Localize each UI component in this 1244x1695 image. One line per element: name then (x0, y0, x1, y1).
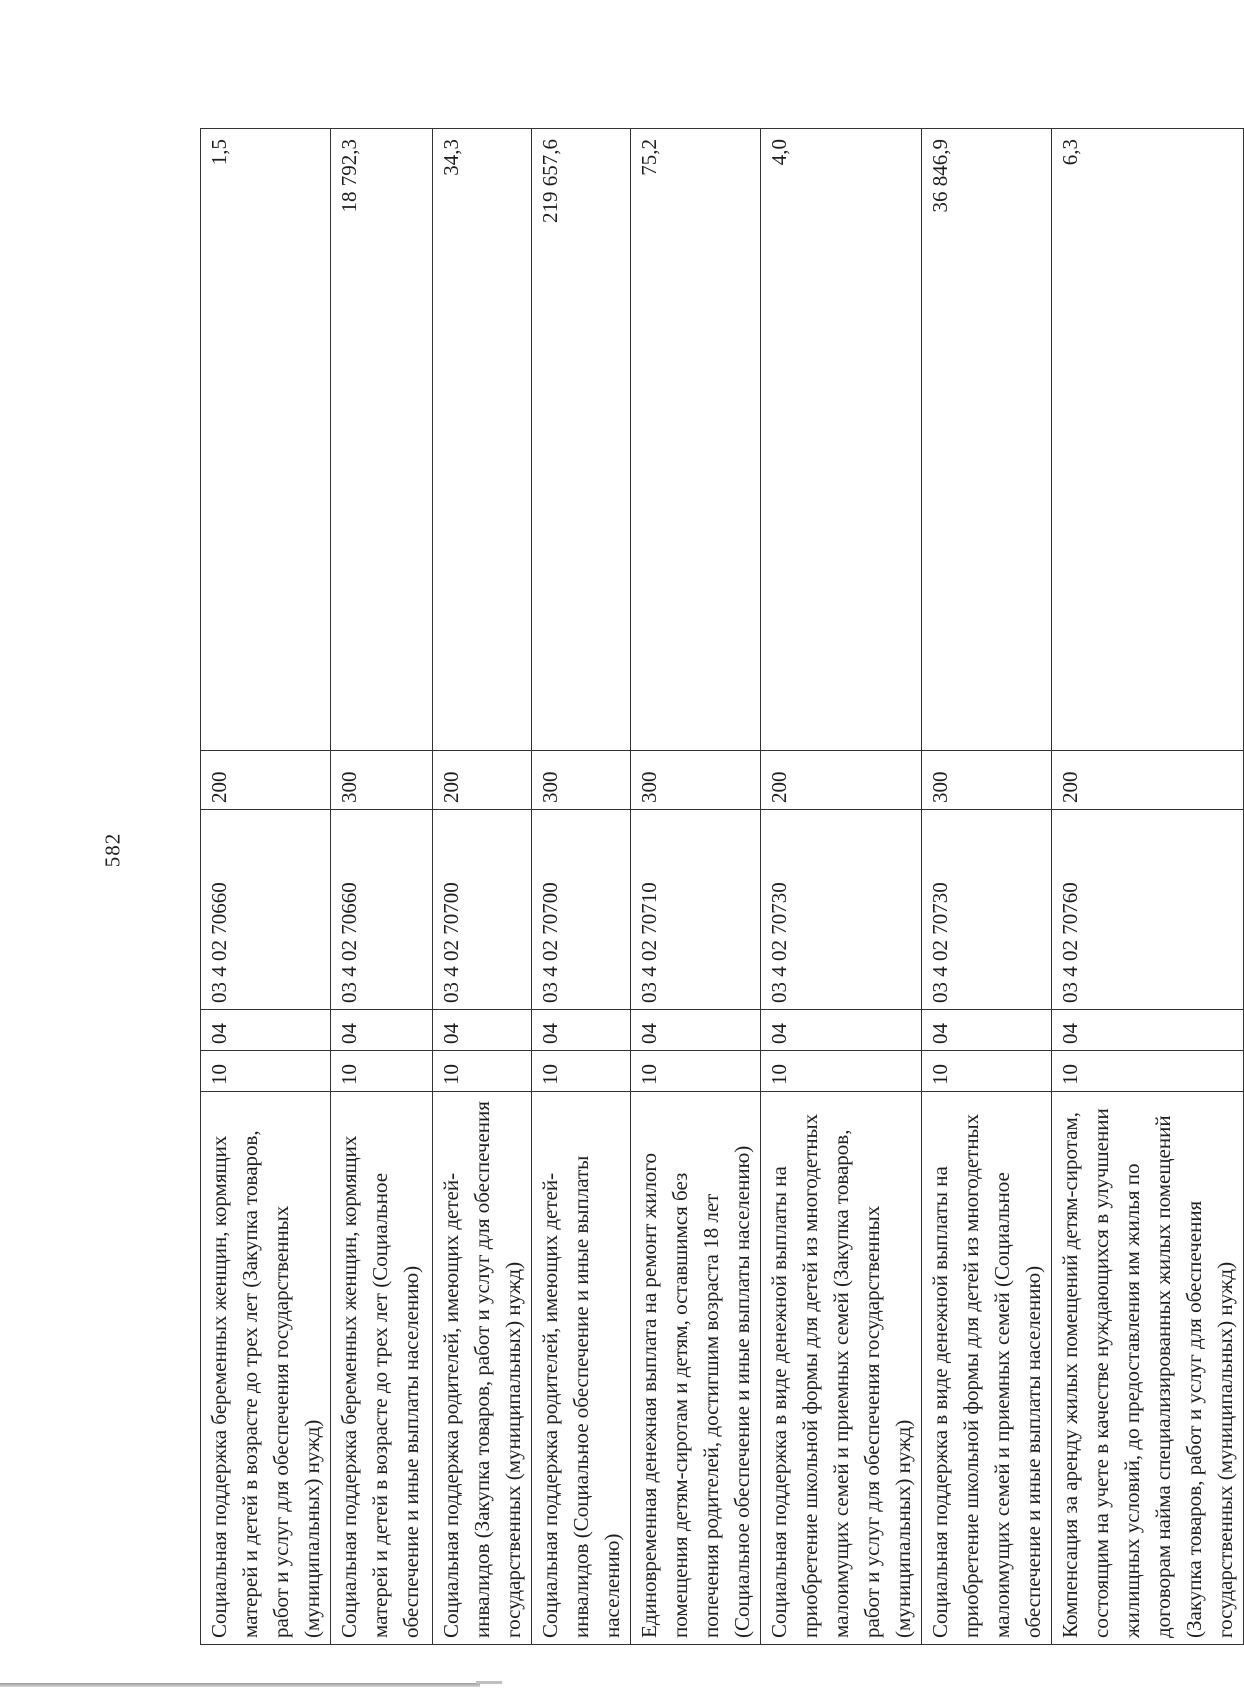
table-row (631, 129, 761, 1645)
cell-subsection: 04 (201, 1010, 331, 1051)
cell-subsection: 04 (331, 1010, 433, 1051)
cell-expense-type: 300 (922, 751, 1052, 810)
cell-expense-type: 200 (761, 751, 922, 810)
cell-section: 10 (761, 1051, 922, 1092)
cell-description: Социальная поддержка беременных женщин, кормящих матерей и детей в возрасте до трех лет (Закупка товаров, работ и услуг для обеспечения государственных (муниципальных) нужд) (201, 1092, 331, 1645)
cell-expense-type: 200 (433, 751, 532, 810)
cell-description: Социальная поддержка в виде денежной выплаты на приобретение школьной формы для детей из многодетных малоимущих семей и приемных семей (Социальное обеспечение и иные выплаты населению) (922, 1092, 1052, 1645)
cell-target-article: 03 4 02 70760 (1052, 810, 1244, 1010)
cell-amount: 36 846,9 (922, 129, 1052, 751)
cell-section: 10 (331, 1051, 433, 1092)
cell-expense-type: 300 (631, 751, 761, 810)
cell-description: Социальная поддержка в виде денежной выплаты на приобретение школьной формы для детей из многодетных малоимущих семей и приемных семей (Закупка товаров, работ и услуг для обеспечения государственных (муниципальных) нужд) (761, 1092, 922, 1645)
table-row (331, 129, 433, 1645)
cell-amount: 219 657,6 (532, 129, 631, 751)
cell-target-article: 03 4 02 70730 (922, 810, 1052, 1010)
cell-amount: 4,0 (761, 129, 922, 751)
rotated-page-content (200, 85, 1237, 1645)
cell-section: 10 (922, 1051, 1052, 1092)
table-row (761, 129, 922, 1645)
cell-target-article: 03 4 02 70730 (761, 810, 922, 1010)
table-row (1052, 129, 1244, 1645)
budget-table (200, 128, 1244, 1645)
budget-table-body (201, 129, 1244, 1645)
cell-expense-type: 300 (331, 751, 433, 810)
cell-section: 10 (631, 1051, 761, 1092)
cell-description: Компенсация за аренду жилых помещений детям-сиротам, состоящим на учете в качестве нуждающихся в улучшении жилищных условий, до предоставления им жилья по договорам найма специализированных жилых помещений (Закупка товаров, работ и услуг для обеспечения государственных (муниципальных) нужд) (1052, 1092, 1244, 1645)
table-row (201, 129, 331, 1645)
cell-target-article: 03 4 02 70710 (631, 810, 761, 1010)
cell-target-article: 03 4 02 70660 (201, 810, 331, 1010)
cell-description: Единовременная денежная выплата на ремонт жилого помещения детям-сиротам и детям, оставшимся без попечения родителей, достигшим возраста 18 лет (Социальное обеспечение и иные выплаты населению) (631, 1092, 761, 1645)
table-row (922, 129, 1052, 1645)
cell-description: Социальная поддержка беременных женщин, кормящих матерей и детей в возрасте до трех лет (Социальное обеспечение и иные выплаты населению) (331, 1092, 433, 1645)
cell-subsection: 04 (532, 1010, 631, 1051)
cell-subsection: 04 (761, 1010, 922, 1051)
scan-edge-line (0, 1683, 480, 1687)
cell-target-article: 03 4 02 70700 (532, 810, 631, 1010)
cell-amount: 6,3 (1052, 129, 1244, 751)
cell-expense-type: 200 (1052, 751, 1244, 810)
cell-subsection: 04 (433, 1010, 532, 1051)
scan-edge-mark (476, 1681, 502, 1684)
cell-section: 10 (433, 1051, 532, 1092)
cell-subsection: 04 (631, 1010, 761, 1051)
cell-expense-type: 300 (532, 751, 631, 810)
cell-subsection: 04 (1052, 1010, 1244, 1051)
cell-section: 10 (532, 1051, 631, 1092)
table-row (433, 129, 532, 1645)
cell-amount: 1,5 (201, 129, 331, 751)
cell-expense-type: 200 (201, 751, 331, 810)
cell-description: Социальная поддержка родителей, имеющих детей-инвалидов (Социальное обеспечение и иные выплаты населению) (532, 1092, 631, 1645)
cell-amount: 75,2 (631, 129, 761, 751)
cell-section: 10 (1052, 1051, 1244, 1092)
cell-subsection: 04 (922, 1010, 1052, 1051)
page-number: 582 (100, 832, 125, 868)
cell-target-article: 03 4 02 70660 (331, 810, 433, 1010)
cell-amount: 34,3 (433, 129, 532, 751)
table-row (532, 129, 631, 1645)
cell-amount: 18 792,3 (331, 129, 433, 751)
cell-target-article: 03 4 02 70700 (433, 810, 532, 1010)
cell-section: 10 (201, 1051, 331, 1092)
cell-description: Социальная поддержка родителей, имеющих детей-инвалидов (Закупка товаров, работ и услуг для обеспечения государственных (муниципальных) нужд) (433, 1092, 532, 1645)
